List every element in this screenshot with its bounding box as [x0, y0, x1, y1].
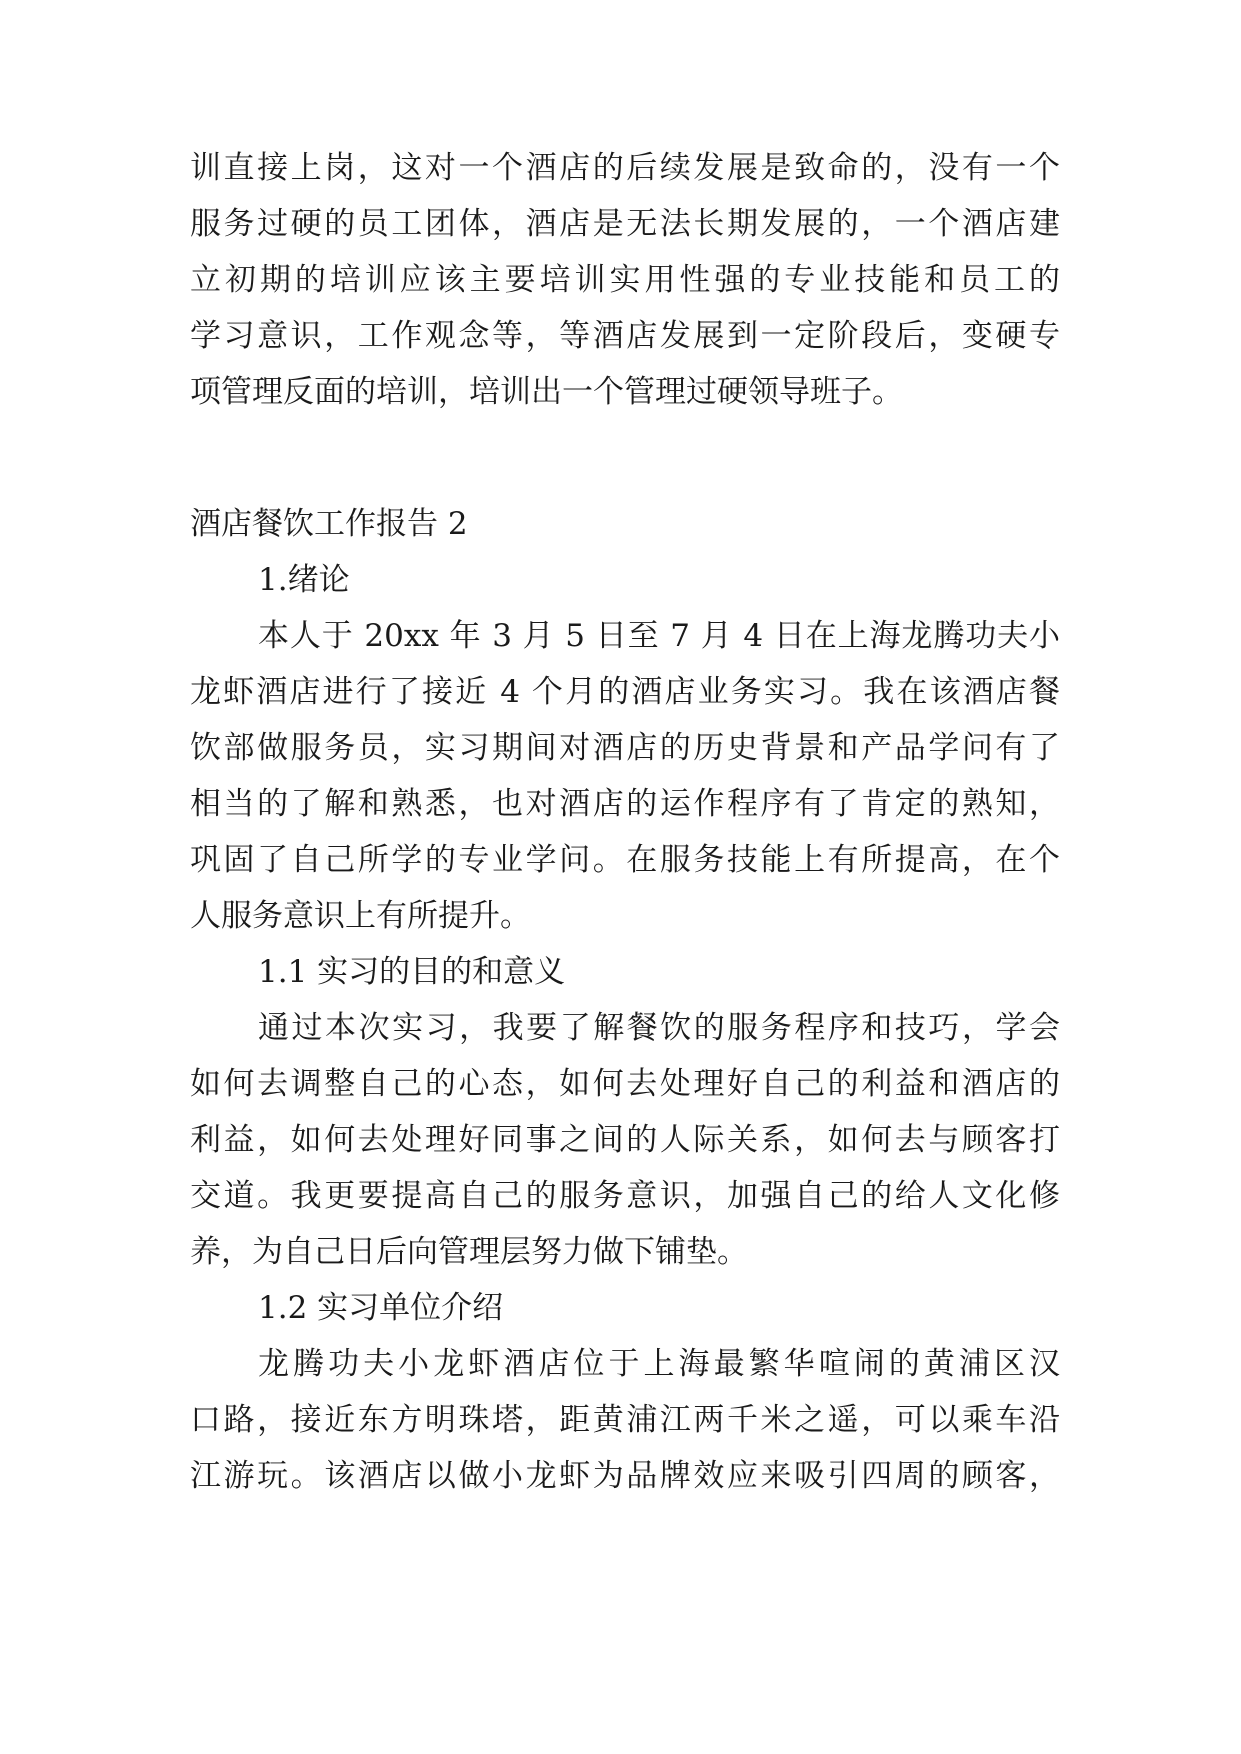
paragraph-line: 立初期的培训应该主要培训实用性强的专业技能和员工的 — [190, 262, 1060, 298]
section-heading: 1.绪论 — [258, 562, 350, 598]
paragraph-line: 交道。我更要提高自己的服务意识，加强自己的给人文化修 — [190, 1178, 1060, 1214]
paragraph-line: 相当的了解和熟悉，也对酒店的运作程序有了肯定的熟知， — [190, 786, 1060, 822]
paragraph-line: 巩固了自己所学的专业学问。在服务技能上有所提高，在个 — [190, 842, 1060, 878]
paragraph-line: 人服务意识上有所提升。 — [190, 898, 531, 934]
paragraph-line: 本人于 20xx 年 3 月 5 日至 7 月 4 日在上海龙腾功夫小 — [258, 618, 1060, 654]
paragraph-line: 项管理反面的培训，培训出一个管理过硬领导班子。 — [190, 374, 903, 410]
report-title: 酒店餐饮工作报告 2 — [190, 506, 468, 542]
paragraph-line: 龙腾功夫小龙虾酒店位于上海最繁华喧闹的黄浦区汉 — [258, 1346, 1060, 1382]
paragraph-line: 饮部做服务员，实习期间对酒店的历史背景和产品学问有了 — [190, 730, 1060, 766]
paragraph-line: 江游玩。该酒店以做小龙虾为品牌效应来吸引四周的顾客， — [190, 1458, 1060, 1494]
paragraph-line: 训直接上岗，这对一个酒店的后续发展是致命的，没有一个 — [190, 150, 1060, 186]
paragraph-line: 通过本次实习，我要了解餐饮的服务程序和技巧，学会 — [258, 1010, 1060, 1046]
paragraph-line: 利益，如何去处理好同事之间的人际关系，如何去与顾客打 — [190, 1122, 1060, 1158]
section-heading: 1.2 实习单位介绍 — [258, 1290, 504, 1326]
paragraph-line: 服务过硬的员工团体，酒店是无法长期发展的，一个酒店建 — [190, 206, 1060, 242]
paragraph-line: 如何去调整自己的心态，如何去处理好自己的利益和酒店的 — [190, 1066, 1060, 1102]
paragraph-line: 养，为自己日后向管理层努力做下铺垫。 — [190, 1234, 748, 1270]
paragraph-line: 龙虾酒店进行了接近 4 个月的酒店业务实习。我在该酒店餐 — [190, 674, 1060, 710]
paragraph-line: 学习意识，工作观念等，等酒店发展到一定阶段后，变硬专 — [190, 318, 1060, 354]
paragraph-line: 口路，接近东方明珠塔，距黄浦江两千米之遥，可以乘车沿 — [190, 1402, 1060, 1438]
section-heading: 1.1 实习的目的和意义 — [258, 954, 566, 990]
